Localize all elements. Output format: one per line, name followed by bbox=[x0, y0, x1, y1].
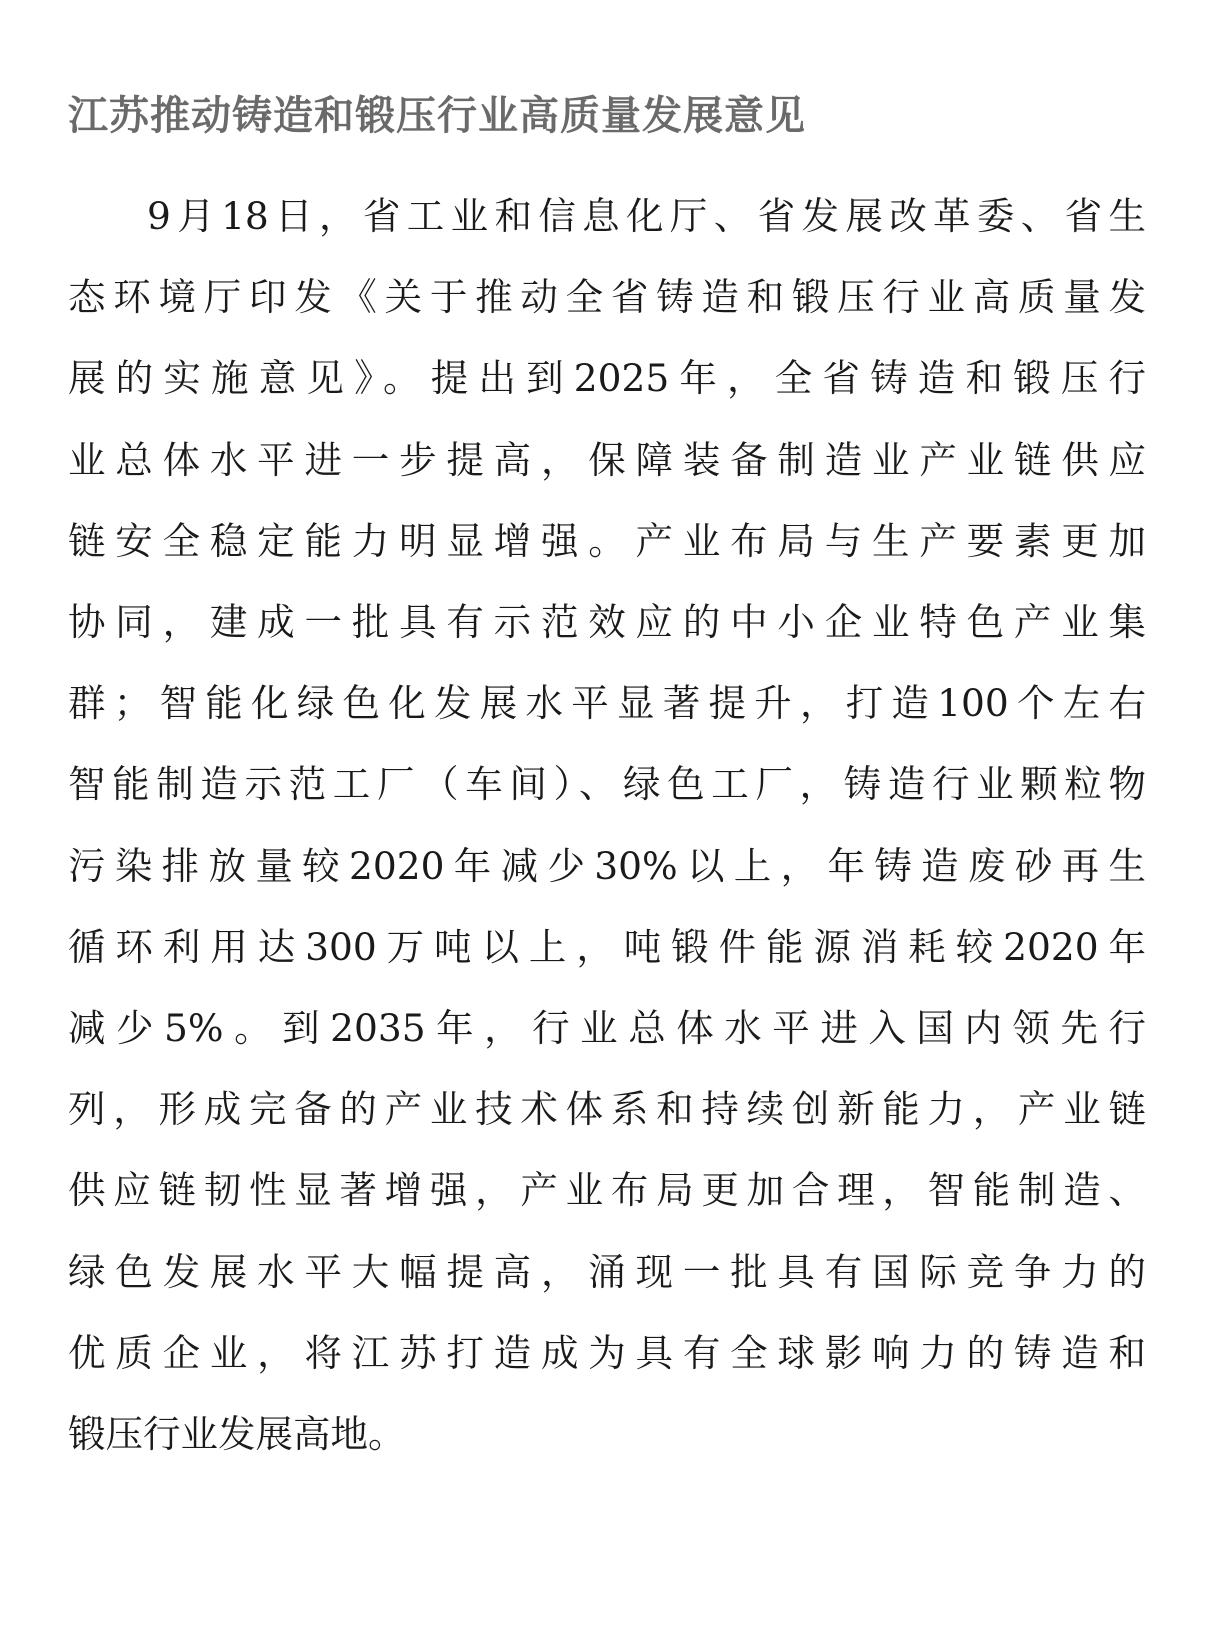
body-line: 业总体水平进一步提高，保障装备制造业产业链供应 bbox=[68, 437, 1146, 482]
body-line: 9月18日，省工业和信息化厅、省发展改革委、省生 bbox=[147, 194, 1146, 238]
body-line: 绿色发展水平大幅提高，涌现一批具有国际竞争力的 bbox=[68, 1249, 1146, 1294]
article-title: 江苏推动铸造和锻压行业高质量发展意见 bbox=[68, 92, 806, 139]
body-line: 减少5%。到2035年，行业总体水平进入国内领先行 bbox=[68, 1006, 1146, 1051]
body-line: 展的实施意见》。提出到2025年，全省铸造和锻压行 bbox=[68, 356, 1146, 401]
body-line: 优质企业，将江苏打造成为具有全球影响力的铸造和 bbox=[68, 1330, 1146, 1375]
body-line: 群；智能化绿色化发展水平显著提升，打造100个左右 bbox=[68, 681, 1146, 726]
body-line: 循环利用达300万吨以上，吨锻件能源消耗较2020年 bbox=[68, 924, 1146, 969]
body-line: 污染排放量较2020年减少30%以上，年铸造废砂再生 bbox=[68, 843, 1146, 888]
body-line: 供应链韧性显著增强，产业布局更加合理，智能制造、 bbox=[68, 1168, 1146, 1213]
body-line: 列，形成完备的产业技术体系和持续创新能力，产业链 bbox=[68, 1087, 1146, 1132]
article-body bbox=[68, 176, 1146, 1475]
body-line: 态环境厅印发《关于推动全省铸造和锻压行业高质量发 bbox=[68, 275, 1146, 320]
body-line: 锻压行业发展高地。 bbox=[68, 1412, 406, 1457]
body-line: 协同，建成一批具有示范效应的中小企业特色产业集 bbox=[68, 600, 1146, 645]
body-line: 智能制造示范工厂（车间）、绿色工厂，铸造行业颗粒物 bbox=[68, 762, 1146, 807]
body-line: 链安全稳定能力明显增强。产业布局与生产要素更加 bbox=[68, 518, 1146, 563]
